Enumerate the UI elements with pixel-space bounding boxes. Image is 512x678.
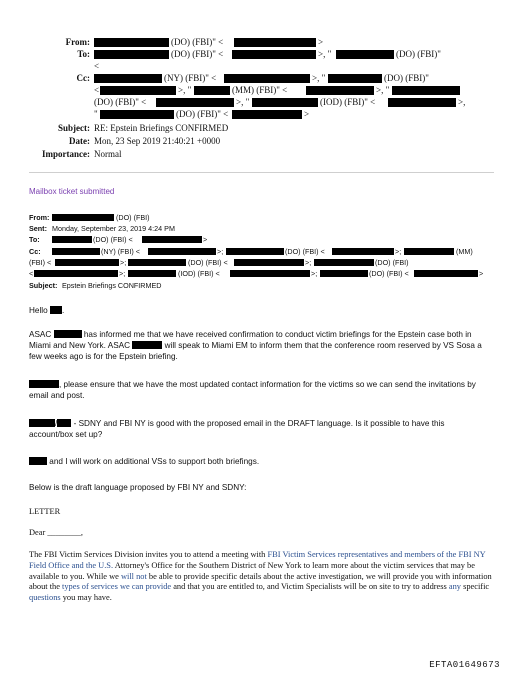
subject-value: RE: Epstein Briefings CONFIRMED — [94, 123, 229, 133]
letter-highlight: can provide — [131, 582, 172, 592]
angle-close: > — [479, 269, 484, 278]
redaction — [52, 236, 92, 243]
p1-text-b: has informed me that we have received confirmation to conduct victim briefings for the Epstein case both in Miami and New York. ASAC — [29, 330, 472, 351]
letter-highlight: FBI Victim Services representatives and members of the FBI NY Field Office and the U.S. — [29, 550, 486, 570]
separator: >; — [311, 269, 318, 278]
redaction — [328, 74, 382, 83]
letter-text: The FBI Victim Services Division invites you to attend a meeting with — [29, 550, 266, 559]
redaction — [55, 259, 119, 266]
date-label: Date: — [69, 136, 90, 146]
letter-highlight: any — [448, 582, 461, 592]
from-fragment: (DO) (FBI)" < — [171, 37, 224, 47]
redaction — [100, 110, 174, 119]
separator: >, " — [376, 85, 390, 95]
redaction — [29, 457, 47, 465]
cc-row2-item: (DO) (FBI) — [375, 258, 409, 267]
separator: >, " — [236, 97, 250, 107]
separator: >, " — [318, 49, 332, 59]
redaction — [230, 270, 310, 277]
cc-fragment-4: (DO) (FBI)" < — [94, 97, 147, 107]
p3-separator: / — [55, 419, 58, 428]
divider — [29, 172, 494, 173]
redaction — [156, 98, 234, 107]
cc-label: Cc: — [76, 73, 90, 83]
angle-open: " — [94, 109, 98, 119]
cc-fragment-3: (MM) (FBI)" < — [232, 85, 288, 95]
letter-text: and that you are entitled to, and Victim Specialists will be on site to try to address — [173, 582, 447, 592]
inner-sent-label: Sent: — [29, 224, 47, 233]
inner-cc-label: Cc: — [29, 247, 41, 256]
redaction — [336, 50, 394, 59]
to-label: To: — [77, 49, 90, 59]
cc-fragment-1: (NY) (FBI)" < — [164, 73, 217, 83]
redaction — [52, 214, 114, 221]
redaction — [148, 248, 216, 255]
angle-open: < — [94, 61, 100, 71]
redaction — [226, 248, 284, 255]
redaction — [50, 306, 62, 314]
greeting: Hello . — [29, 306, 65, 315]
letter-highlight: will not — [120, 571, 147, 581]
paragraph-2 — [29, 379, 489, 401]
inner-from-label: From: — [29, 213, 50, 222]
cc-row1-item: (DO) (FBI) < — [285, 247, 325, 256]
cc-fragment-2: (DO) (FBI)" — [384, 73, 429, 83]
letter-highlight: services we — [90, 582, 130, 592]
subject-label: Subject: — [58, 123, 90, 133]
angle-close: > — [304, 109, 310, 119]
mailbox-notice: Mailbox ticket submitted — [29, 187, 115, 196]
inner-to-value: (DO) (FBI) < — [93, 235, 133, 244]
redaction — [414, 270, 478, 277]
redaction — [320, 270, 368, 277]
redaction — [332, 248, 394, 255]
separator: >, " — [312, 73, 326, 83]
separator: >; — [120, 258, 127, 267]
angle-open: < — [94, 85, 100, 95]
separator: >; — [217, 247, 224, 256]
separator: >; — [395, 247, 402, 256]
redaction — [142, 236, 202, 243]
inner-to-label: To: — [29, 235, 40, 244]
letter-text: Attorney's Office for the Southern District of New York to learn more about the victim services that may be available to you. While we — [29, 560, 475, 581]
cc-fragment-6: (DO) (FBI)" < — [176, 109, 229, 119]
redaction — [94, 74, 162, 83]
redaction — [128, 259, 186, 266]
importance-label: Importance: — [42, 149, 90, 159]
redaction — [128, 270, 176, 277]
redaction — [94, 38, 169, 47]
redaction — [57, 419, 71, 427]
inner-from-value: (DO) (FBI) — [116, 213, 150, 222]
redaction — [388, 98, 456, 107]
redaction — [314, 259, 374, 266]
cc-row3-item: (IOD) (FBI) < — [178, 269, 220, 278]
separator: >; — [305, 258, 312, 267]
cc-fragment-5: (IOD) (FBI)" < — [320, 97, 376, 107]
separator: >, " — [178, 85, 192, 95]
redaction — [100, 86, 176, 95]
inner-subject-label: Subject: — [29, 281, 58, 290]
redaction — [54, 330, 82, 338]
paragraph-3 — [29, 418, 489, 440]
redaction — [306, 86, 374, 95]
inner-sent-value: Monday, September 23, 2019 4:24 PM — [52, 224, 175, 233]
redaction — [94, 50, 169, 59]
redaction — [234, 259, 304, 266]
letter-highlight: types of — [62, 582, 89, 592]
redaction — [29, 380, 59, 388]
p3-text: - SDNY and FBI NY is good with the proposed email in the DRAFT language. Is it possible to have this account/box set up? — [29, 419, 445, 440]
letter-text: you may have. — [62, 593, 112, 603]
importance-value: Normal — [94, 149, 122, 159]
p4-text: and I will work on additional VSs to support both briefings. — [49, 457, 260, 466]
letter-salutation: Dear ________, — [29, 528, 83, 537]
redaction — [34, 270, 118, 277]
separator: >; — [119, 269, 126, 278]
cc-row1-item: (NY) (FBI) < — [101, 247, 140, 256]
redaction — [52, 248, 100, 255]
redaction — [29, 419, 58, 428]
cc-row1-item: (MM) — [456, 247, 473, 256]
redaction — [232, 110, 302, 119]
cc-row2-item: (DO) (FBI) < — [188, 258, 228, 267]
cc-row2-item: (FBI) < — [29, 258, 52, 267]
letter-heading: LETTER — [29, 507, 61, 516]
angle-open: < — [29, 269, 34, 278]
redaction — [132, 341, 162, 349]
redaction — [194, 86, 230, 95]
to-fragment-1: (DO) (FBI)" < — [171, 49, 224, 59]
letter-text: specific — [463, 582, 490, 592]
letter-text: be able to provide specific details about the active investigation, we will provide you with information about the — [29, 571, 492, 592]
paragraph-1 — [29, 329, 489, 363]
p1-text-a: ASAC — [29, 330, 52, 339]
inner-subject-value: Epstein Briefings CONFIRMED — [62, 281, 162, 290]
redaction — [392, 86, 460, 95]
document-id: EFTA01649673 — [429, 660, 500, 670]
paragraph-4 — [29, 456, 489, 467]
from-label: From: — [65, 37, 90, 47]
letter-highlight: questions — [29, 593, 61, 603]
paragraph-5: Below is the draft language proposed by FBI NY and SDNY: — [29, 483, 247, 492]
date-value: Mon, 23 Sep 2019 21:40:21 +0000 — [94, 136, 221, 146]
redaction — [234, 38, 316, 47]
letter-paragraph — [29, 550, 494, 604]
to-fragment-2: (DO) (FBI)" — [396, 49, 441, 59]
p1-text-c: will speak to Miami EM to inform them that the conference room reserved by VS Sosa a few weeks ago is for the Epstein briefing. — [29, 341, 482, 362]
redaction — [252, 98, 318, 107]
cc-row3-item: (DO) (FBI) < — [369, 269, 409, 278]
p2-text: , please ensure that we have the most updated contact information for the victims so we can send the invitations by email and post. — [29, 380, 476, 401]
redaction — [232, 50, 316, 59]
greeting-text: Hello — [29, 306, 48, 315]
angle-close: > — [318, 37, 324, 47]
redaction — [224, 74, 310, 83]
angle-close: > — [203, 235, 208, 244]
redaction — [404, 248, 454, 255]
separator: >, — [458, 97, 466, 107]
